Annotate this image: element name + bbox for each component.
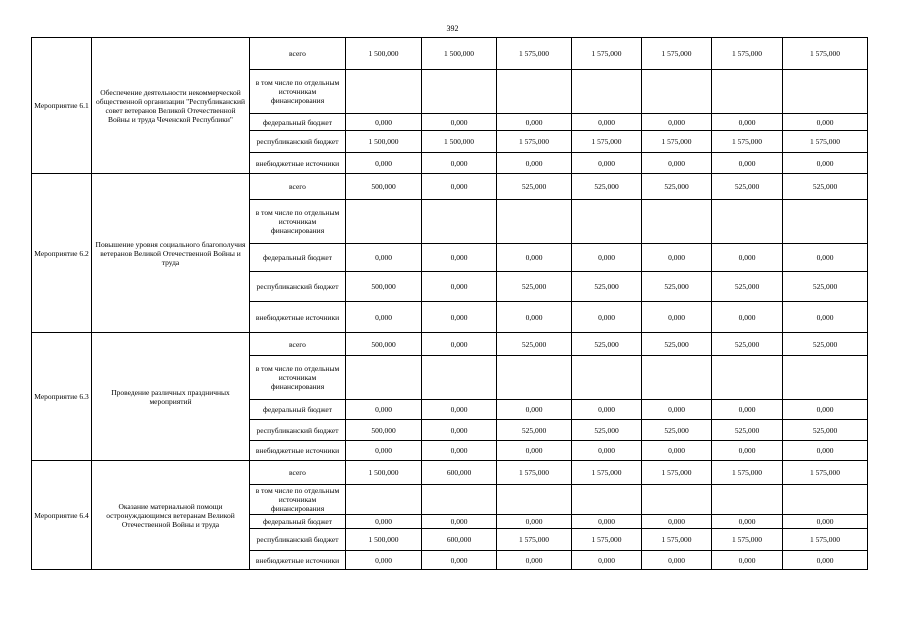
value-cell: 525,000 (783, 420, 868, 441)
value-cell (346, 356, 422, 400)
value-cell: 0,000 (422, 441, 497, 461)
value-cell: 0,000 (642, 244, 712, 272)
value-cell (346, 200, 422, 244)
value-cell: 0,000 (712, 441, 783, 461)
value-cell: 525,000 (497, 174, 572, 200)
funding-source: республиканский бюджет (250, 131, 346, 153)
value-cell: 0,000 (422, 302, 497, 333)
activity-name: Повышение уровня социального благополучия ветеранов Великой Отечественной Войны и труда (92, 174, 250, 333)
value-cell: 1 575,000 (572, 131, 642, 153)
value-cell (642, 356, 712, 400)
value-cell: 0,000 (712, 515, 783, 529)
value-cell: 525,000 (712, 333, 783, 356)
value-cell: 0,000 (642, 400, 712, 420)
value-cell: 0,000 (642, 551, 712, 570)
funding-source: внебюджетные источники (250, 153, 346, 174)
value-cell (642, 200, 712, 244)
value-cell: 0,000 (783, 244, 868, 272)
value-cell: 500,000 (346, 174, 422, 200)
value-cell: 1 575,000 (712, 529, 783, 551)
value-cell: 0,000 (497, 551, 572, 570)
value-cell: 600,000 (422, 529, 497, 551)
value-cell: 525,000 (642, 272, 712, 302)
value-cell: 500,000 (346, 333, 422, 356)
funding-source: республиканский бюджет (250, 272, 346, 302)
table-row (32, 174, 868, 200)
value-cell (572, 485, 642, 515)
value-cell: 500,000 (346, 272, 422, 302)
value-cell: 1 575,000 (497, 461, 572, 485)
funding-source: в том числе по отдельным источникам финансирования (250, 356, 346, 400)
value-cell: 0,000 (572, 551, 642, 570)
value-cell: 525,000 (642, 333, 712, 356)
value-cell: 0,000 (783, 441, 868, 461)
funding-source: в том числе по отдельным источникам финансирования (250, 70, 346, 114)
value-cell: 0,000 (422, 272, 497, 302)
value-cell: 525,000 (572, 420, 642, 441)
value-cell: 0,000 (346, 153, 422, 174)
value-cell: 0,000 (422, 114, 497, 131)
value-cell (422, 356, 497, 400)
value-cell: 1 500,000 (346, 529, 422, 551)
value-cell: 1 500,000 (346, 131, 422, 153)
value-cell: 0,000 (642, 114, 712, 131)
value-cell: 1 575,000 (712, 461, 783, 485)
table-row (32, 461, 868, 485)
value-cell (346, 485, 422, 515)
value-cell: 0,000 (712, 302, 783, 333)
value-cell: 0,000 (422, 420, 497, 441)
value-cell: 525,000 (497, 420, 572, 441)
funding-source: всего (250, 38, 346, 70)
value-cell: 525,000 (712, 174, 783, 200)
value-cell: 1 575,000 (497, 131, 572, 153)
value-cell: 0,000 (422, 515, 497, 529)
value-cell: 0,000 (422, 400, 497, 420)
value-cell (642, 70, 712, 114)
value-cell: 0,000 (346, 515, 422, 529)
funding-source: всего (250, 461, 346, 485)
value-cell: 0,000 (572, 400, 642, 420)
value-cell: 1 575,000 (783, 461, 868, 485)
activity-name: Оказание материальной помощи остронуждающимся ветеранам Великой Отечественной Войны и труда (92, 461, 250, 570)
value-cell: 525,000 (572, 174, 642, 200)
value-cell: 0,000 (422, 333, 497, 356)
budget-table (31, 37, 868, 570)
value-cell: 0,000 (346, 302, 422, 333)
value-cell: 0,000 (783, 515, 868, 529)
value-cell: 0,000 (642, 302, 712, 333)
value-cell (783, 356, 868, 400)
value-cell: 0,000 (642, 515, 712, 529)
funding-source: всего (250, 333, 346, 356)
table-row (32, 38, 868, 70)
value-cell: 0,000 (497, 400, 572, 420)
value-cell: 1 575,000 (642, 38, 712, 70)
value-cell: 1 500,000 (422, 131, 497, 153)
value-cell (642, 485, 712, 515)
value-cell: 0,000 (712, 400, 783, 420)
value-cell: 0,000 (346, 400, 422, 420)
funding-source: республиканский бюджет (250, 420, 346, 441)
funding-source: внебюджетные источники (250, 441, 346, 461)
value-cell: 525,000 (712, 420, 783, 441)
activity-name: Проведение различных праздничных мероприятий (92, 333, 250, 461)
funding-source: республиканский бюджет (250, 529, 346, 551)
funding-source: федеральный бюджет (250, 244, 346, 272)
funding-source: в том числе по отдельным источникам финансирования (250, 200, 346, 244)
value-cell: 0,000 (572, 302, 642, 333)
value-cell: 525,000 (497, 333, 572, 356)
value-cell: 0,000 (783, 302, 868, 333)
value-cell (422, 485, 497, 515)
value-cell: 0,000 (346, 441, 422, 461)
value-cell: 1 575,000 (783, 131, 868, 153)
value-cell: 500,000 (346, 420, 422, 441)
funding-source: федеральный бюджет (250, 400, 346, 420)
value-cell (346, 70, 422, 114)
value-cell (572, 200, 642, 244)
budget-table-body (32, 38, 868, 570)
value-cell: 0,000 (497, 114, 572, 131)
value-cell: 1 575,000 (642, 461, 712, 485)
value-cell: 1 500,000 (346, 461, 422, 485)
value-cell: 525,000 (572, 333, 642, 356)
value-cell: 1 575,000 (783, 38, 868, 70)
value-cell (497, 70, 572, 114)
value-cell (783, 485, 868, 515)
value-cell: 0,000 (783, 114, 868, 131)
activity-name: Обеспечение деятельности некоммерческой общественной организации "Республиканский совет ветеранов Великой Отечественной Войны и труда Чеченской Республики" (92, 38, 250, 174)
value-cell: 525,000 (572, 272, 642, 302)
value-cell: 0,000 (572, 244, 642, 272)
value-cell: 0,000 (346, 244, 422, 272)
value-cell: 1 575,000 (642, 529, 712, 551)
value-cell: 525,000 (712, 272, 783, 302)
value-cell: 1 575,000 (497, 38, 572, 70)
funding-source: внебюджетные источники (250, 302, 346, 333)
value-cell: 0,000 (422, 551, 497, 570)
value-cell: 0,000 (712, 551, 783, 570)
funding-source: внебюджетные источники (250, 551, 346, 570)
value-cell (497, 200, 572, 244)
value-cell: 0,000 (783, 400, 868, 420)
value-cell: 525,000 (642, 174, 712, 200)
value-cell (422, 70, 497, 114)
value-cell: 0,000 (346, 551, 422, 570)
funding-source: всего (250, 174, 346, 200)
activity-code: Мероприятие 6.3 (32, 333, 92, 461)
value-cell: 0,000 (572, 515, 642, 529)
value-cell: 0,000 (346, 114, 422, 131)
value-cell: 0,000 (783, 551, 868, 570)
value-cell: 0,000 (422, 174, 497, 200)
value-cell (422, 200, 497, 244)
value-cell: 0,000 (497, 302, 572, 333)
value-cell: 1 575,000 (642, 131, 712, 153)
value-cell: 1 575,000 (572, 529, 642, 551)
value-cell: 0,000 (712, 153, 783, 174)
value-cell: 1 575,000 (712, 131, 783, 153)
value-cell: 0,000 (783, 153, 868, 174)
value-cell: 1 575,000 (572, 461, 642, 485)
value-cell: 525,000 (783, 272, 868, 302)
value-cell: 0,000 (712, 244, 783, 272)
funding-source: в том числе по отдельным источникам финансирования (250, 485, 346, 515)
value-cell: 525,000 (642, 420, 712, 441)
value-cell (712, 200, 783, 244)
value-cell: 525,000 (783, 174, 868, 200)
value-cell: 0,000 (422, 244, 497, 272)
value-cell: 0,000 (497, 441, 572, 461)
value-cell (497, 485, 572, 515)
value-cell: 1 575,000 (572, 38, 642, 70)
value-cell (712, 70, 783, 114)
funding-source: федеральный бюджет (250, 515, 346, 529)
page-number: 392 (446, 24, 459, 33)
value-cell: 600,000 (422, 461, 497, 485)
value-cell: 0,000 (712, 114, 783, 131)
value-cell: 0,000 (497, 153, 572, 174)
value-cell (572, 356, 642, 400)
value-cell: 1 575,000 (783, 529, 868, 551)
value-cell: 525,000 (497, 272, 572, 302)
table-row (32, 333, 868, 356)
value-cell (712, 356, 783, 400)
value-cell: 1 575,000 (712, 38, 783, 70)
value-cell: 0,000 (572, 153, 642, 174)
value-cell: 0,000 (422, 153, 497, 174)
value-cell: 525,000 (783, 333, 868, 356)
value-cell: 0,000 (572, 114, 642, 131)
activity-code: Мероприятие 6.1 (32, 38, 92, 174)
value-cell: 0,000 (497, 515, 572, 529)
activity-code: Мероприятие 6.2 (32, 174, 92, 333)
value-cell (783, 200, 868, 244)
value-cell (783, 70, 868, 114)
value-cell (497, 356, 572, 400)
value-cell (572, 70, 642, 114)
value-cell: 1 575,000 (497, 529, 572, 551)
value-cell: 0,000 (497, 244, 572, 272)
funding-source: федеральный бюджет (250, 114, 346, 131)
value-cell (712, 485, 783, 515)
value-cell: 1 500,000 (422, 38, 497, 70)
value-cell: 0,000 (642, 441, 712, 461)
value-cell: 0,000 (572, 441, 642, 461)
activity-code: Мероприятие 6.4 (32, 461, 92, 570)
value-cell: 1 500,000 (346, 38, 422, 70)
value-cell: 0,000 (642, 153, 712, 174)
